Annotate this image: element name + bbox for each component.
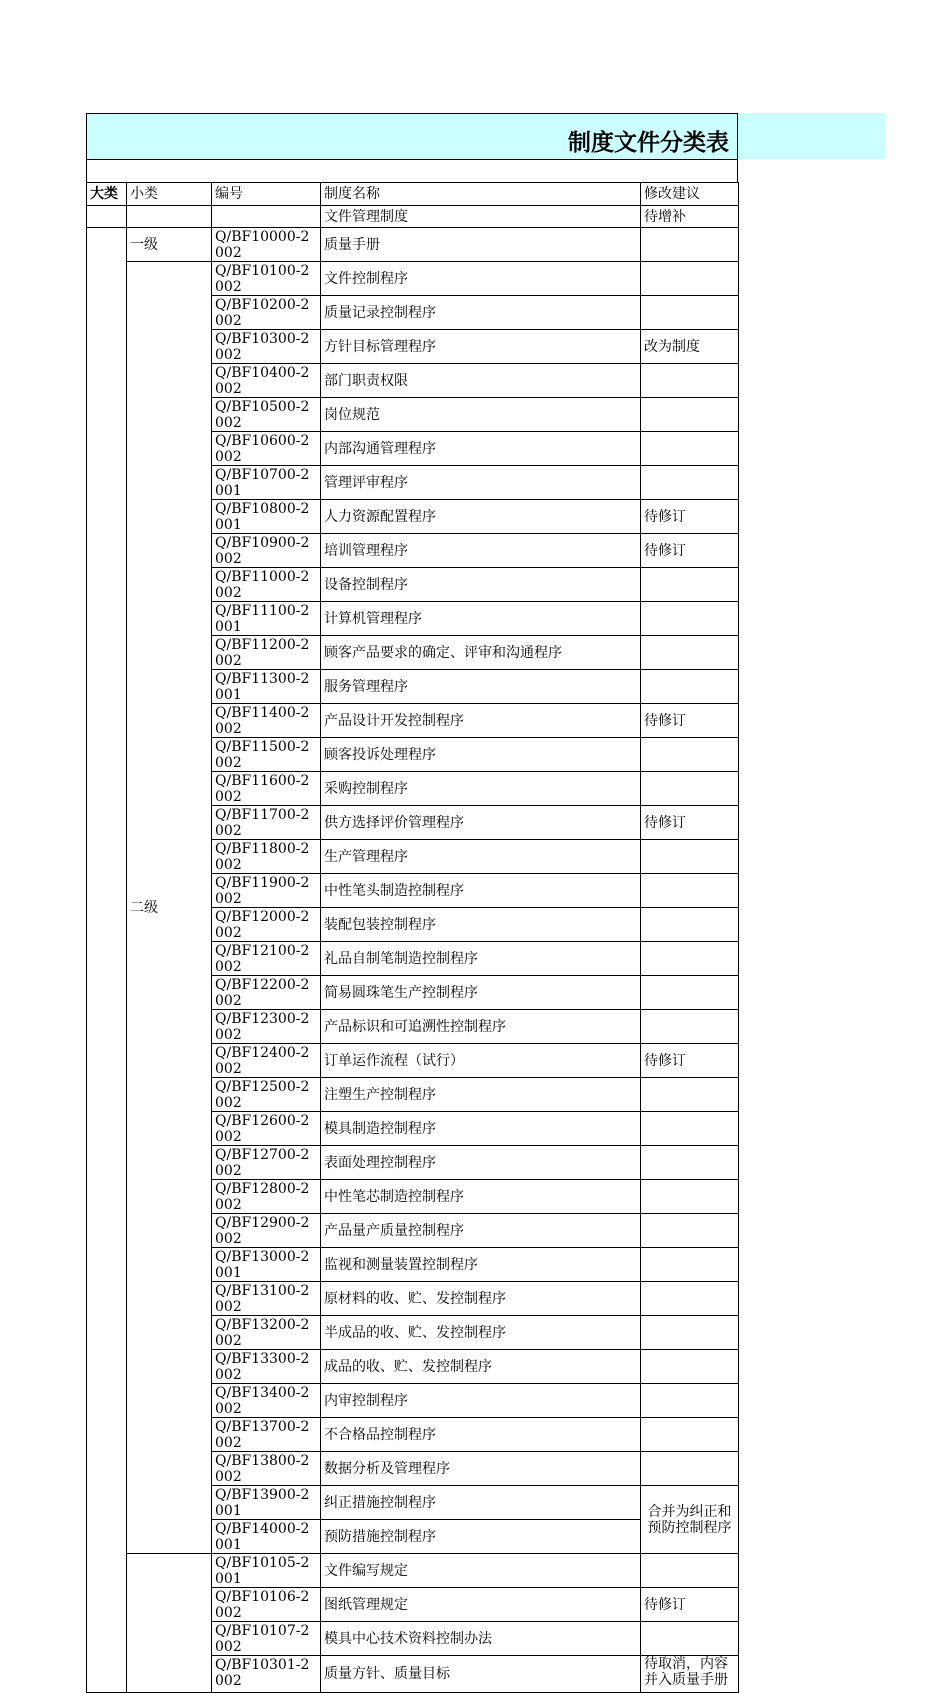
doc-code: Q/BF10500-2002 [212,398,321,432]
doc-name: 预防措施控制程序 [321,1520,641,1554]
doc-suggestion [641,228,739,262]
doc-code: Q/BF10800-2001 [212,500,321,534]
doc-name: 数据分析及管理程序 [321,1452,641,1486]
doc-code: Q/BF13800-2002 [212,1452,321,1486]
minor-cell: 一级 [127,228,212,262]
doc-name: 计算机管理程序 [321,602,641,636]
doc-suggestion [641,466,739,500]
doc-name: 内部沟通管理程序 [321,432,641,466]
doc-suggestion: 待取消，内容并入质量手册 [641,1656,739,1693]
doc-suggestion [641,874,739,908]
doc-name: 方针目标管理程序 [321,330,641,364]
doc-suggestion: 待修订 [641,1044,739,1078]
doc-suggestion [641,1078,739,1112]
blank-row [86,159,738,183]
doc-suggestion [641,1214,739,1248]
doc-suggestion [641,1622,739,1656]
minor-level2: 二级 [127,262,212,1554]
doc-code: Q/BF11500-2002 [212,738,321,772]
doc-suggestion [641,602,739,636]
doc-suggestion: 待修订 [641,1588,739,1622]
header-suggestion: 修改建议 [641,183,739,206]
doc-suggestion [641,1384,739,1418]
doc-suggestion [641,636,739,670]
doc-code: Q/BF10900-2002 [212,534,321,568]
merged-suggestion: 合并为纠正和预防控制程序 [641,1486,739,1554]
doc-suggestion [641,1180,739,1214]
doc-suggestion [641,942,739,976]
doc-name: 简易圆珠笔生产控制程序 [321,976,641,1010]
doc-code: Q/BF13400-2002 [212,1384,321,1418]
doc-code: Q/BF13000-2001 [212,1248,321,1282]
doc-code: Q/BF10301-2002 [212,1656,321,1693]
doc-name: 采购控制程序 [321,772,641,806]
doc-code: Q/BF12000-2002 [212,908,321,942]
doc-name: 文件控制程序 [321,262,641,296]
doc-code: Q/BF13700-2002 [212,1418,321,1452]
doc-code: Q/BF10200-2002 [212,296,321,330]
page-title: 制度文件分类表 [568,130,729,156]
header-major: 大类 [87,183,127,206]
doc-suggestion [641,772,739,806]
doc-code: Q/BF10000-2002 [212,228,321,262]
doc-suggestion [641,1248,739,1282]
doc-code: Q/BF14000-2001 [212,1520,321,1554]
header-code: 编号 [212,183,321,206]
header-row [87,183,739,206]
doc-suggestion [641,840,739,874]
doc-code: Q/BF12900-2002 [212,1214,321,1248]
doc-name: 监视和测量装置控制程序 [321,1248,641,1282]
doc-suggestion [641,262,739,296]
doc-code: Q/BF12300-2002 [212,1010,321,1044]
header-name: 制度名称 [321,183,641,206]
doc-code: Q/BF13900-2001 [212,1486,321,1520]
doc-name: 产品标识和可追溯性控制程序 [321,1010,641,1044]
doc-code: Q/BF13100-2002 [212,1282,321,1316]
doc-code: Q/BF11600-2002 [212,772,321,806]
doc-code: Q/BF11300-2001 [212,670,321,704]
doc-code: Q/BF13200-2002 [212,1316,321,1350]
doc-suggestion [641,1010,739,1044]
doc-code: Q/BF11000-2002 [212,568,321,602]
doc-suggestion [641,432,739,466]
document-table [86,182,739,1693]
doc-suggestion [641,738,739,772]
doc-name: 管理评审程序 [321,466,641,500]
doc-suggestion: 待修订 [641,500,739,534]
doc-name: 顾客产品要求的确定、评审和沟通程序 [321,636,641,670]
doc-suggestion [641,976,739,1010]
doc-code: Q/BF12400-2002 [212,1044,321,1078]
doc-code: Q/BF11100-2001 [212,602,321,636]
doc-name: 质量方针、质量目标 [321,1656,641,1693]
doc-name: 中性笔芯制造控制程序 [321,1180,641,1214]
doc-name: 不合格品控制程序 [321,1418,641,1452]
doc-name: 半成品的收、贮、发控制程序 [321,1316,641,1350]
doc-name: 模具制造控制程序 [321,1112,641,1146]
doc-name: 人力资源配置程序 [321,500,641,534]
doc-suggestion: 待修订 [641,704,739,738]
doc-code: Q/BF12100-2002 [212,942,321,976]
header-minor: 小类 [127,183,212,206]
doc-suggestion [641,1316,739,1350]
doc-name: 注塑生产控制程序 [321,1078,641,1112]
doc-suggestion [641,908,739,942]
doc-name: 顾客投诉处理程序 [321,738,641,772]
doc-code: Q/BF11400-2002 [212,704,321,738]
doc-code: Q/BF12800-2002 [212,1180,321,1214]
doc-name: 生产管理程序 [321,840,641,874]
doc-name: 岗位规范 [321,398,641,432]
doc-code: Q/BF12600-2002 [212,1112,321,1146]
doc-name: 原材料的收、贮、发控制程序 [321,1282,641,1316]
doc-suggestion [641,1350,739,1384]
table-row [87,1554,739,1588]
doc-code: Q/BF11800-2002 [212,840,321,874]
doc-suggestion: 改为制度 [641,330,739,364]
doc-code: Q/BF11900-2002 [212,874,321,908]
doc-code [212,205,321,228]
doc-name: 表面处理控制程序 [321,1146,641,1180]
doc-name: 服务管理程序 [321,670,641,704]
doc-name: 中性笔头制造控制程序 [321,874,641,908]
doc-name: 产品设计开发控制程序 [321,704,641,738]
doc-suggestion [641,1282,739,1316]
doc-suggestion [641,1418,739,1452]
doc-name: 内审控制程序 [321,1384,641,1418]
major-cell [87,205,127,228]
doc-code: Q/BF10106-2002 [212,1588,321,1622]
doc-code: Q/BF10107-2002 [212,1622,321,1656]
doc-name: 装配包装控制程序 [321,908,641,942]
doc-name: 文件编写规定 [321,1554,641,1588]
doc-code: Q/BF12200-2002 [212,976,321,1010]
doc-name: 质量记录控制程序 [321,296,641,330]
table-row [87,228,739,262]
table-row [87,205,739,228]
doc-name: 礼品自制笔制造控制程序 [321,942,641,976]
doc-name: 图纸管理规定 [321,1588,641,1622]
doc-code: Q/BF11200-2002 [212,636,321,670]
doc-code: Q/BF10100-2002 [212,262,321,296]
minor-cell [127,205,212,228]
doc-name: 产品量产质量控制程序 [321,1214,641,1248]
doc-suggestion [641,670,739,704]
doc-name: 培训管理程序 [321,534,641,568]
doc-code: Q/BF13300-2002 [212,1350,321,1384]
doc-code: Q/BF11700-2002 [212,806,321,840]
doc-suggestion [641,1146,739,1180]
doc-name: 文件管理制度 [321,205,641,228]
minor-cell [127,1554,212,1693]
doc-suggestion [641,1112,739,1146]
doc-suggestion [641,364,739,398]
table-row [87,262,739,296]
doc-name: 供方选择评价管理程序 [321,806,641,840]
doc-name: 成品的收、贮、发控制程序 [321,1350,641,1384]
doc-code: Q/BF12500-2002 [212,1078,321,1112]
doc-name: 订单运作流程（试行） [321,1044,641,1078]
doc-name: 设备控制程序 [321,568,641,602]
doc-name: 模具中心技术资料控制办法 [321,1622,641,1656]
doc-code: Q/BF10600-2002 [212,432,321,466]
doc-name: 质量手册 [321,228,641,262]
doc-name: 部门职责权限 [321,364,641,398]
doc-suggestion [641,296,739,330]
doc-code: Q/BF10300-2002 [212,330,321,364]
doc-suggestion [641,1452,739,1486]
doc-code: Q/BF10700-2001 [212,466,321,500]
doc-name: 纠正措施控制程序 [321,1486,641,1520]
doc-suggestion: 待修订 [641,534,739,568]
doc-suggestion: 待增补 [641,205,739,228]
doc-suggestion: 待修订 [641,806,739,840]
doc-suggestion [641,398,739,432]
title-cell [86,113,738,159]
major-cell [87,228,127,1693]
doc-suggestion [641,568,739,602]
doc-code: Q/BF10105-2001 [212,1554,321,1588]
doc-code: Q/BF10400-2002 [212,364,321,398]
doc-suggestion [641,1554,739,1588]
doc-code: Q/BF12700-2002 [212,1146,321,1180]
